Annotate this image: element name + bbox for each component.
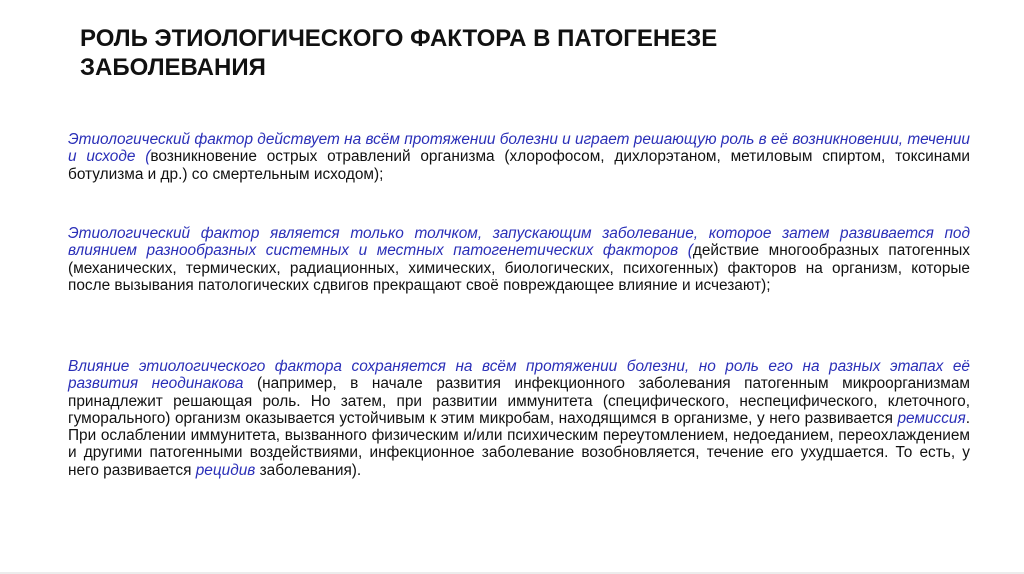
paragraph-3-text-b: . При ослаблении иммунитета, вызванного физическим и/или психическим переутомлением, недоеданием, переохлаждением и другими патогенными воздействиями, инфекционное заболевание возобновляется, течение его ухудшается. То есть, у него развивается [68,409,970,479]
relapse-term: рецидив [195,461,256,479]
paragraph-2-text: действие многообразных патогенных (механических, термических, радиационных, химических, биологических, психогенных) факторов на организм, которые после вызывания патологических сдвигов прекращают своё повреждающее влияние и исчезают); [68,242,970,294]
paragraph-1-text: возникновение острых отравлений организма (хлорофосом, дихлорэтаном, метиловым спиртом, токсинами ботулизма и др.) со смертельным исходом); [68,148,971,183]
paragraph-3-text-a: (например, в начале развития инфекционного заболевания патогенным микроорганизмам принадлежит решающая роль. Но затем, при развитии иммунитета (специфического, неспецифического, клеточного, гуморального) организм оказывается устойчивым к этим микробам, находящимся в организме, у него развивается [68,375,971,427]
paragraph-2-emphasis: Этиологический фактор является только толчком, запускающим заболевание, которое затем развивается под влиянием разнообразных системных и местных патогенетических факторов ( [68,225,970,260]
slide-title: РОЛЬ ЭТИОЛОГИЧЕСКОГО ФАКТОРА В ПАТОГЕНЕЗЕ ЗАБОЛЕВАНИЯ [80,25,718,81]
paragraph-3-text-c: заболевания). [255,461,362,479]
paragraph-2 [68,225,970,294]
paragraph-1 [68,131,970,183]
remission-term: ремиссия [897,409,966,427]
paragraph-1-emphasis: Этиологический фактор действует на всём протяжении болезни и играет решающую роль в её возникновении, течении и исходе ( [68,131,970,166]
paragraph-3 [68,358,970,479]
paragraph-3-emphasis: Влияние этиологического фактора сохраняется на всём протяжении болезни, но роль его на разных этапах её развития неодинакова [68,358,970,393]
